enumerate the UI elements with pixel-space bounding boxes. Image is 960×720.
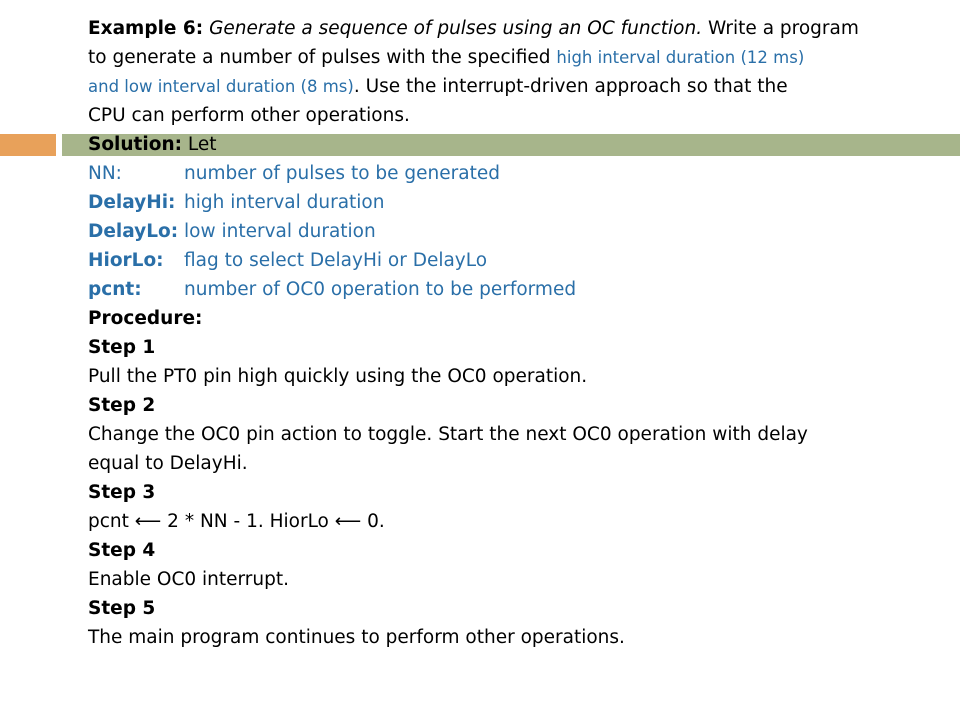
step-text-continued: equal to DelayHi.: [88, 453, 248, 474]
intro-line-3: [88, 72, 938, 101]
accent-bar-orange: [0, 134, 56, 156]
variable-term: pcnt:: [88, 279, 142, 300]
variable-term: HiorLo:: [88, 250, 164, 271]
step-label: Step 4: [88, 540, 156, 561]
variable-desc: low interval duration: [184, 221, 376, 242]
variable-row: [88, 217, 938, 246]
step-text: The main program continues to perform other operations.: [88, 627, 625, 648]
variable-term: NN:: [88, 163, 122, 184]
solution-text: Let: [187, 134, 217, 155]
variable-term: DelayLo:: [88, 221, 179, 242]
intro-text-2: to generate a number of pulses with the specified: [88, 47, 551, 68]
solution-label: Solution:: [88, 134, 183, 155]
high-interval-text: high interval duration (12 ms): [556, 48, 805, 67]
variable-row: [88, 159, 938, 188]
variable-desc: flag to select DelayHi or DelayLo: [184, 250, 488, 271]
intro-line-4: [88, 101, 938, 130]
intro-text-4: CPU can perform other operations.: [88, 105, 410, 126]
intro-line-2: [88, 43, 938, 72]
step-text: pcnt ⟵ 2 * NN - 1. HiorLo ⟵ 0.: [88, 511, 385, 532]
step-label: Step 5: [88, 598, 156, 619]
intro-text-3: . Use the interrupt-driven approach so that the: [353, 76, 788, 97]
step-label: Step 3: [88, 482, 156, 503]
solution-line: [88, 130, 938, 159]
variable-row: [88, 188, 938, 217]
variable-row: [88, 275, 938, 304]
variable-desc: high interval duration: [184, 192, 385, 213]
variable-row: [88, 246, 938, 275]
slide-content: [88, 14, 938, 652]
step-label: Step 1: [88, 337, 156, 358]
variable-term: DelayHi:: [88, 192, 176, 213]
intro-line-1: [88, 14, 938, 43]
step-text: Enable OC0 interrupt.: [88, 569, 290, 590]
step-text: Change the OC0 pin action to toggle. Start the next OC0 operation with delay: [88, 424, 808, 445]
variable-desc: number of pulses to be generated: [184, 163, 500, 184]
procedure-label: Procedure:: [88, 308, 203, 329]
step-label: Step 2: [88, 395, 156, 416]
example-title: Generate a sequence of pulses using an OC function.: [209, 18, 703, 39]
step-text: Pull the PT0 pin high quickly using the OC0 operation.: [88, 366, 588, 387]
low-interval-text: and low interval duration (8 ms): [88, 77, 354, 96]
variable-desc: number of OC0 operation to be performed: [184, 279, 577, 300]
intro-text-1: Write a program: [707, 18, 859, 39]
example-label: Example 6:: [88, 18, 204, 39]
